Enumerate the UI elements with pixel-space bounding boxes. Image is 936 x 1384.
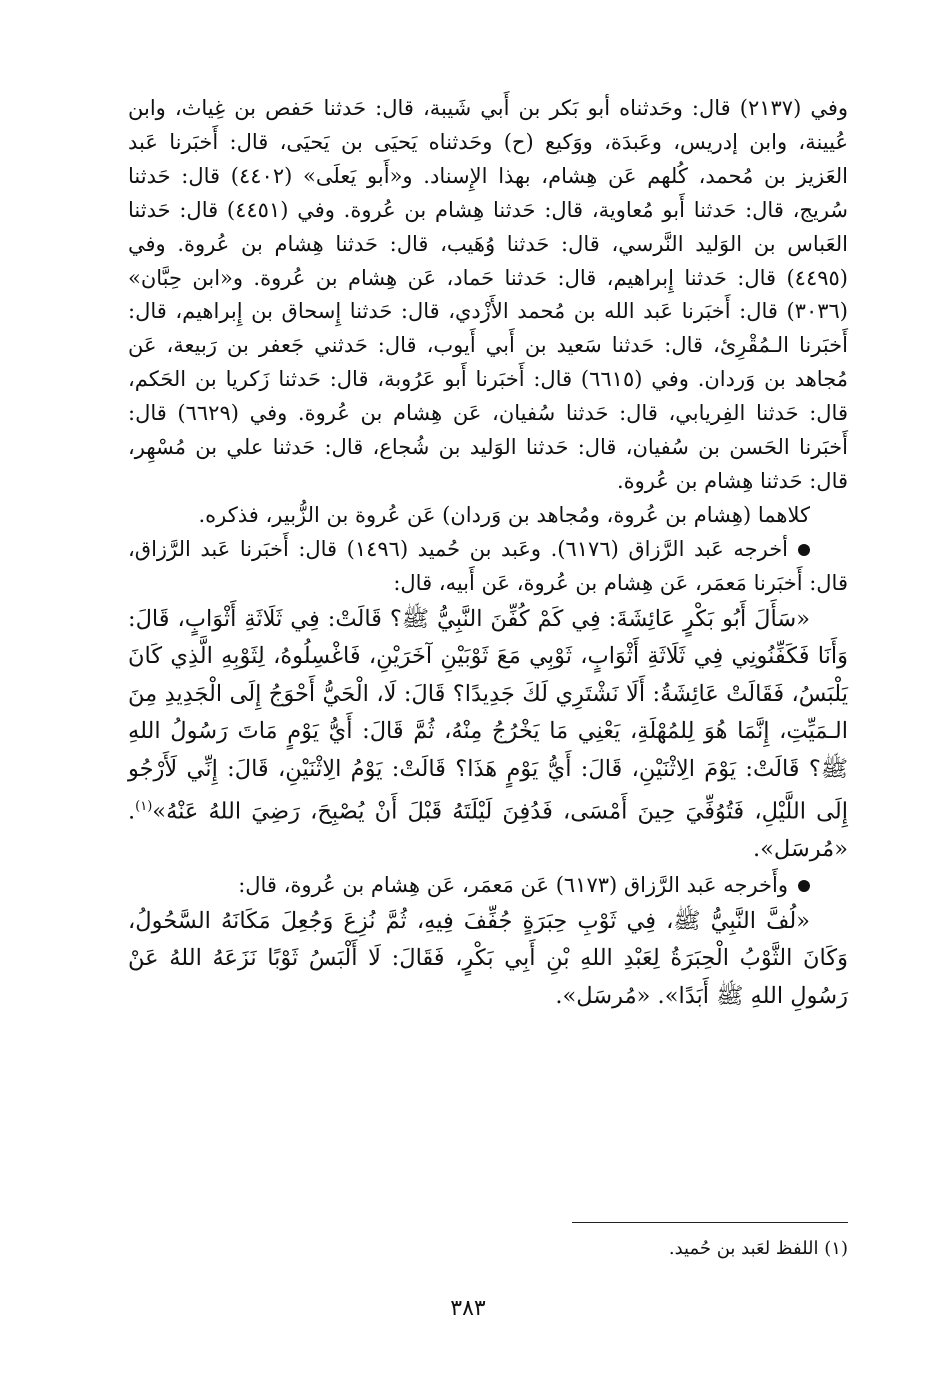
bullet-icon <box>798 544 810 556</box>
grading-label: . «مُرسَل». <box>555 982 665 1009</box>
body-paragraph: وفي (٢١٣٧) قال: وحَدثناه أبو بَكر بن أَبي شَيبة، قال: حَدثنا حَفص بن غِياث، وابن عُيينة، وابن إدريس، وعَبدَة، ووَكيع (ح) وحَدثناه يَحيَى بن يَحيَى، قال: أَخبَرنا عَبد العَزيز بن مُحمد، كُلهم عَن هِشام، بهذا الإِسناد. و«أَبو يَعلَى» (٤٤٠٢) قال: حَدثنا سُريج، قال: حَدثنا أَبو مُعاوية، قال: حَدثنا هِشام بن عُروة. وفي (٤٤٥١) قال: حَدثنا العَباس بن الوَليد النَّرسي، قال: حَدثنا وُهَيب، قال: حَدثنا هِشام بن عُروة. وفي (٤٤٩٥) قال: حَدثنا إِبراهيم، قال: حَدثنا حَماد، عَن هِشام بن عُروة. و«ابن حِبَّان» (٣٠٣٦) قال: أَخبَرنا عَبد الله بن مُحمد الأَزْدي، قال: حَدثنا إِسحاق بن إِبراهيم، قال: أَخبَرنا الـمُقْرِئ، قال: حَدثنا سَعيد بن أَبي أَيوب، قال: حَدثني جَعفر بن رَبيعة، عَن مُجاهد بن وَردان. وفي (٦٦١٥) قال: أَخبَرنا أَبو عَرُوبة، قال: حَدثنا زَكريا بن الحَكم، قال: حَدثنا الفِريابي، قال: حَدثنا سُفيان، عَن هِشام بن عُروة. وفي (٦٦٢٩) قال: أَخبَرنا الحَسن بن سُفيان، قال: حَدثنا الوَليد بن شُجاع، قال: حَدثنا علي بن مُسْهِر، قال: حَدثنا هِشام بن عُروة. <box>128 96 849 493</box>
hadith-quote <box>128 601 848 869</box>
page-body <box>128 92 848 1015</box>
entry-intro-text: وأَخرجه عَبد الرَّزاق (٦١٧٣) عَن مَعمَر، عَن هِشام بن عُروة، قال: <box>238 872 788 897</box>
footnote: (١) اللفظ لعَبد بن حُميد. <box>668 1238 848 1259</box>
body-paragraph: كلاهما (هِشام بن عُروة، ومُجاهد بن وَردان) عَن عُروة بن الزُّبير، فذكره. <box>198 502 810 527</box>
bullet-icon <box>798 880 810 892</box>
hadith-quote-text: «لُفَّ النَّبِيُّ ﷺ، فِي ثَوْبِ حِبَرَةٍ جُفِّفَ فِيهِ، ثُمَّ نُزِعَ وَجُعِلَ مَكَانَهُ السَّحُولُ، وَكَانَ الثَّوْبُ الْحِبَرَةُ لِعَبْدِ اللهِ بْنِ أَبِي بَكْرٍ، فَقَالَ: لَا أَلْبَسُ ثَوْبًا نَزَعَهُ اللهُ عَنْ رَسُولِ اللهِ ﷺ أَبَدًا» <box>128 907 848 1009</box>
hadith-quote-text: «سَأَلَ أَبُو بَكْرٍ عَائِشَةَ: فِي كَمْ كُفِّنَ النَّبِيُّ ﷺ؟ قَالَتْ: فِي ثَلَاثَةِ أَثْوَابٍ، قَالَ: وَأَنَا فَكَفِّنُونِي فِي ثَلَاثَةِ أَثْوَابٍ، ثَوْبِي مَعَ ثَوْبَيْنِ آخَرَيْنِ، فَاغْسِلُوهُ، لِثَوْبِهِ الَّذِي كَانَ يَلْبَسُ، فَقَالَتْ عَائِشَةُ: أَلَا نَشْتَرِي لَكَ جَدِيدًا؟ قَالَ: لَا، الْحَيُّ أَحْوَجُ إِلَى الْجَدِيدِ مِنَ الـمَيِّتِ، إِنَّمَا هُوَ لِلمُهْلَةِ، يَعْنِي مَا يَخْرُجُ مِنْهُ، ثُمَّ قَالَ: أَيُّ يَوْمٍ مَاتَ رَسُولُ اللهِ ﷺ؟ قَالَتْ: يَوْمَ الِاثْنَيْنِ، قَالَ: أَيُّ يَوْمٍ هَذَا؟ قَالَتْ: يَوْمُ الِاثْنَيْنِ، قَالَ: إِنِّي لَأَرْجُو إِلَى اللَّيْلِ، فَتُوُفِّيَ حِينَ أَمْسَى، فَدُفِنَ لَيْلَتَهُ قَبْلَ أَنْ يُصْبِحَ، رَضِيَ اللهُ عَنْهُ» <box>128 605 848 825</box>
entry-intro <box>128 869 848 903</box>
entry-intro-text: أخرجه عَبد الرَّزاق (٦١٧٦). وعَبد بن حُميد (١٤٩٦) قال: أَخبَرنا عَبد الرَّزاق، قال: أَخبَرنا مَعمَر، عَن هِشام بن عُروة، عَن أَبيه، قال: <box>128 536 848 595</box>
footnote-separator <box>572 1222 848 1223</box>
hadith-quote <box>128 903 848 1016</box>
page-number: ٣٨٣ <box>450 1296 486 1321</box>
grading-label: . «مُرسَل». <box>128 798 848 863</box>
footnote-marker: (١) <box>135 799 153 815</box>
entry-intro <box>128 533 848 601</box>
